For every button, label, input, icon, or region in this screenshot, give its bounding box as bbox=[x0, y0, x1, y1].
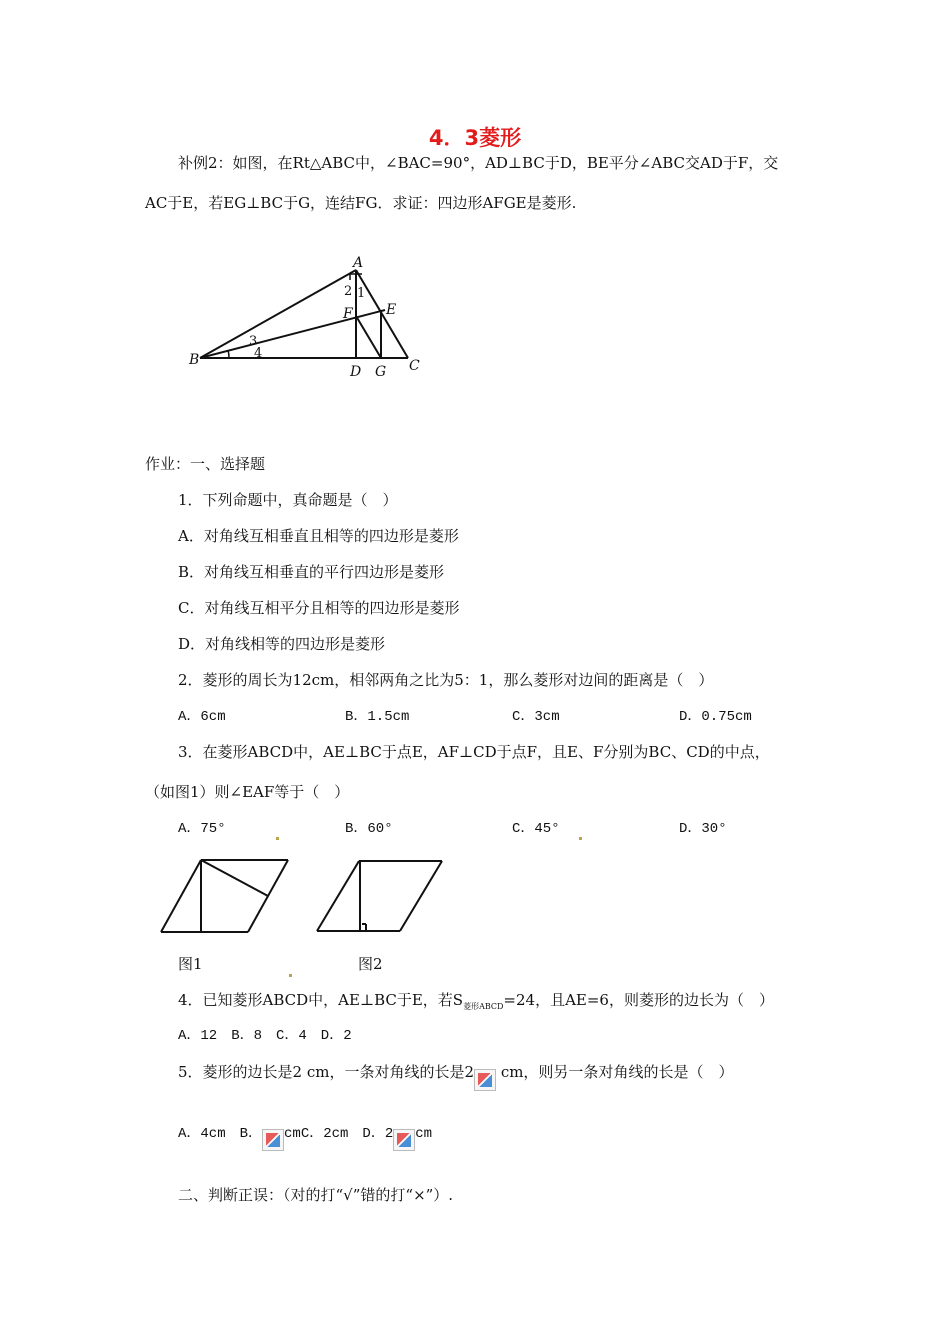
q1-stem: 1．下列命题中，真命题是（ ） bbox=[178, 491, 398, 509]
q5-options bbox=[178, 1124, 432, 1151]
label-d: D bbox=[350, 364, 362, 380]
artifact-dot bbox=[276, 828, 279, 847]
q4-stem-pre: 4．已知菱形ABCD中，AE⊥BC于E，若S bbox=[178, 991, 464, 1009]
broken-image-icon bbox=[393, 1129, 415, 1151]
rhombus-figure-1 bbox=[145, 850, 310, 950]
q5-option-a: A．4cm B． bbox=[178, 1126, 263, 1142]
q1-option-a: A．对角线互相垂直且相等的四边形是菱形 bbox=[178, 527, 459, 545]
label-angle-3: 3 bbox=[249, 334, 258, 349]
label-angle-1: 1 bbox=[357, 286, 366, 301]
example-line-2: AC于E，若EG⊥BC于G，连结FG．求证：四边形AFGE是菱形. bbox=[145, 194, 577, 212]
label-c: C bbox=[409, 358, 420, 374]
q3-stem-2: （如图1）则∠EAF等于（ ） bbox=[145, 783, 350, 801]
q2-option-b: B．1.5cm bbox=[345, 709, 410, 725]
q5-stem bbox=[178, 1062, 733, 1091]
q5-option-b-unit: cmC．2cm D．2 bbox=[284, 1126, 394, 1142]
q4-stem-sub: 菱形ABCD bbox=[463, 1002, 504, 1011]
fig1-caption: 图1 bbox=[178, 955, 203, 973]
q1-option-c: C．对角线互相平分且相等的四边形是菱形 bbox=[178, 599, 460, 617]
homework-heading: 作业：一、选择题 bbox=[145, 455, 266, 473]
q3-option-d: D．30° bbox=[679, 821, 727, 837]
page-title: 4．3菱形 bbox=[428, 126, 522, 150]
label-angle-4: 4 bbox=[254, 346, 263, 361]
q4-stem-post: =24，且AE=6，则菱形的边长为（ ） bbox=[503, 991, 774, 1009]
q2-option-d: D．0.75cm bbox=[679, 709, 752, 725]
broken-image-icon bbox=[474, 1069, 496, 1091]
broken-image-icon bbox=[262, 1129, 284, 1151]
artifact-dot bbox=[579, 828, 582, 847]
q3-option-b: B．60° bbox=[345, 821, 393, 837]
rhombus-figure-2 bbox=[303, 850, 463, 950]
label-f: F bbox=[343, 306, 353, 322]
q4-options: A．12 B．8 C．4 D．2 bbox=[178, 1028, 352, 1044]
q2-stem: 2．菱形的周长为12cm，相邻两角之比为5：1，那么菱形对边间的距离是（ ） bbox=[178, 671, 714, 689]
q5-option-d-unit: cm bbox=[415, 1126, 433, 1142]
label-a: A bbox=[353, 255, 364, 271]
label-e: E bbox=[386, 302, 397, 318]
artifact-dot bbox=[289, 965, 292, 984]
label-angle-2: 2 bbox=[344, 284, 353, 299]
q5-stem-post: cm，则另一条对角线的长是（ ） bbox=[500, 1063, 734, 1081]
q3-stem-1: 3．在菱形ABCD中，AE⊥BC于点E，AF⊥CD于点F，且E、F分别为BC、CD的中点， bbox=[178, 743, 770, 761]
example-line-1: 补例2：如图，在Rt△ABC中，∠BAC=90°，AD⊥BC于D，BE平分∠ABC交AD于F，交 bbox=[178, 154, 779, 172]
q5-stem-pre: 5．菱形的边长是2 cm，一条对角线的长是2 bbox=[178, 1063, 475, 1081]
section-2-heading: 二、判断正误：（对的打“√”错的打“×”）. bbox=[178, 1186, 454, 1204]
q4-stem bbox=[178, 990, 774, 1017]
q1-option-b: B．对角线互相垂直的平行四边形是菱形 bbox=[178, 563, 445, 581]
q3-option-c: C．45° bbox=[512, 821, 560, 837]
fig2-caption: 图2 bbox=[358, 955, 383, 973]
label-b: B bbox=[189, 352, 200, 368]
q2-option-c: C．3cm bbox=[512, 709, 560, 725]
triangle-figure bbox=[185, 250, 425, 380]
q1-option-d: D．对角线相等的四边形是菱形 bbox=[178, 635, 386, 653]
label-g: G bbox=[375, 364, 387, 380]
q3-option-a: A．75° bbox=[178, 821, 226, 837]
q2-option-a: A．6cm bbox=[178, 709, 226, 725]
